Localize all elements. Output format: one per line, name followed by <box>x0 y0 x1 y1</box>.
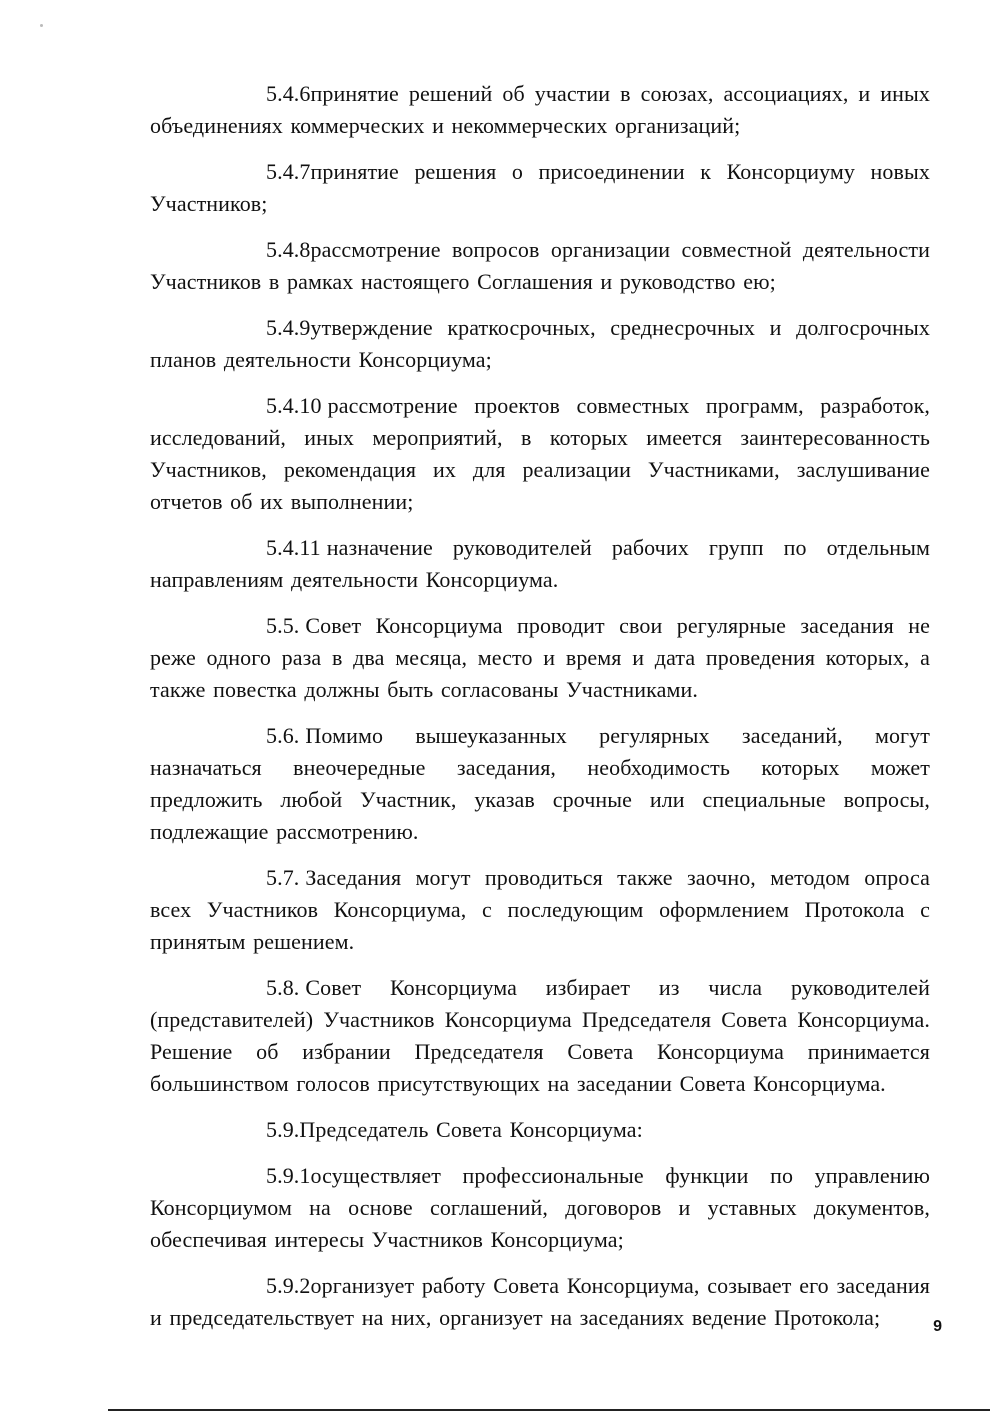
clause-5-7 <box>150 862 930 958</box>
clause-5-4-8 <box>150 234 930 298</box>
clause-number: 5.5. <box>266 613 300 638</box>
clause-number: 5.7. <box>266 865 300 890</box>
clause-number: 5.4.6 <box>266 81 311 106</box>
clause-5-9-1 <box>150 1160 930 1256</box>
clause-5-9 <box>150 1114 930 1146</box>
clause-5-4-7 <box>150 156 930 220</box>
clause-number: 5.6. <box>266 723 300 748</box>
clause-number: 5.4.7 <box>266 159 311 184</box>
document-body <box>150 78 930 1348</box>
clause-text: Совет Консорциума избирает из числа руководителей (представителей) Участников Консорциума Председателя Совета Консорциума. Решение об избрании Председателя Совета Консорциума принимается большинством голосов присутствующих на заседании Совета Консорциума. <box>150 975 930 1096</box>
clause-5-6 <box>150 720 930 848</box>
clause-text: рассмотрение проектов совместных программ, разработок, исследований, иных мероприятий, в которых имеется заинтересованность Участников, рекомендация их для реализации Участниками, заслушивание отчетов об их выполнении; <box>150 393 930 514</box>
scan-speck <box>40 24 43 27</box>
clause-text: принятие решений об участии в союзах, ассоциациях, и иных объединениях коммерческих и некоммерческих организаций; <box>150 81 930 138</box>
clause-5-5 <box>150 610 930 706</box>
clause-5-8 <box>150 972 930 1100</box>
clause-number: 5.4.11 <box>266 535 321 560</box>
clause-5-4-9 <box>150 312 930 376</box>
clause-text: принятие решения о присоединении к Консорциуму новых Участников; <box>150 159 930 216</box>
clause-number: 5.8. <box>266 975 300 1000</box>
clause-5-4-6 <box>150 78 930 142</box>
clause-number: 5.4.10 <box>266 393 322 418</box>
clause-number: 5.4.9 <box>266 315 311 340</box>
clause-text: Совет Консорциума проводит свои регулярные заседания не реже одного раза в два месяца, место и время и дата проведения которых, а также повестка должны быть согласованы Участниками. <box>150 613 930 702</box>
clause-5-9-2 <box>150 1270 930 1334</box>
clause-text: Заседания могут проводиться также заочно, методом опроса всех Участников Консорциума, с последующим оформлением Протокола с принятым решением. <box>150 865 930 954</box>
clause-text: рассмотрение вопросов организации совместной деятельности Участников в рамках настоящего Соглашения и руководство ею; <box>150 237 930 294</box>
clause-number: 5.9.2 <box>266 1273 311 1298</box>
clause-number: 5.4.8 <box>266 237 311 262</box>
clause-5-4-10 <box>150 390 930 518</box>
clause-number: 5.9. <box>266 1117 300 1142</box>
clause-text: организует работу Совета Консорциума, созывает его заседания и председательствует на них, организует на заседаниях ведение Протокола; <box>150 1273 930 1330</box>
clause-text: назначение руководителей рабочих групп по отдельным направлениям деятельности Консорциума. <box>150 535 930 592</box>
scan-edge-line <box>108 1409 990 1411</box>
clause-5-4-11 <box>150 532 930 596</box>
clause-text: осуществляет профессиональные функции по управлению Консорциумом на основе соглашений, договоров и уставных документов, обеспечивая интересы Участников Консорциума; <box>150 1163 930 1252</box>
clause-text: утверждение краткосрочных, среднесрочных и долгосрочных планов деятельности Консорциума; <box>150 315 930 372</box>
clause-number: 5.9.1 <box>266 1163 311 1188</box>
clause-text: Помимо вышеуказанных регулярных заседаний, могут назначаться внеочередные заседания, необходимость которых может предложить любой Участник, указав срочные или специальные вопросы, подлежащие рассмотрению. <box>150 723 930 844</box>
page-number: 9 <box>933 1318 942 1335</box>
clause-text: Председатель Совета Консорциума: <box>299 1117 643 1142</box>
